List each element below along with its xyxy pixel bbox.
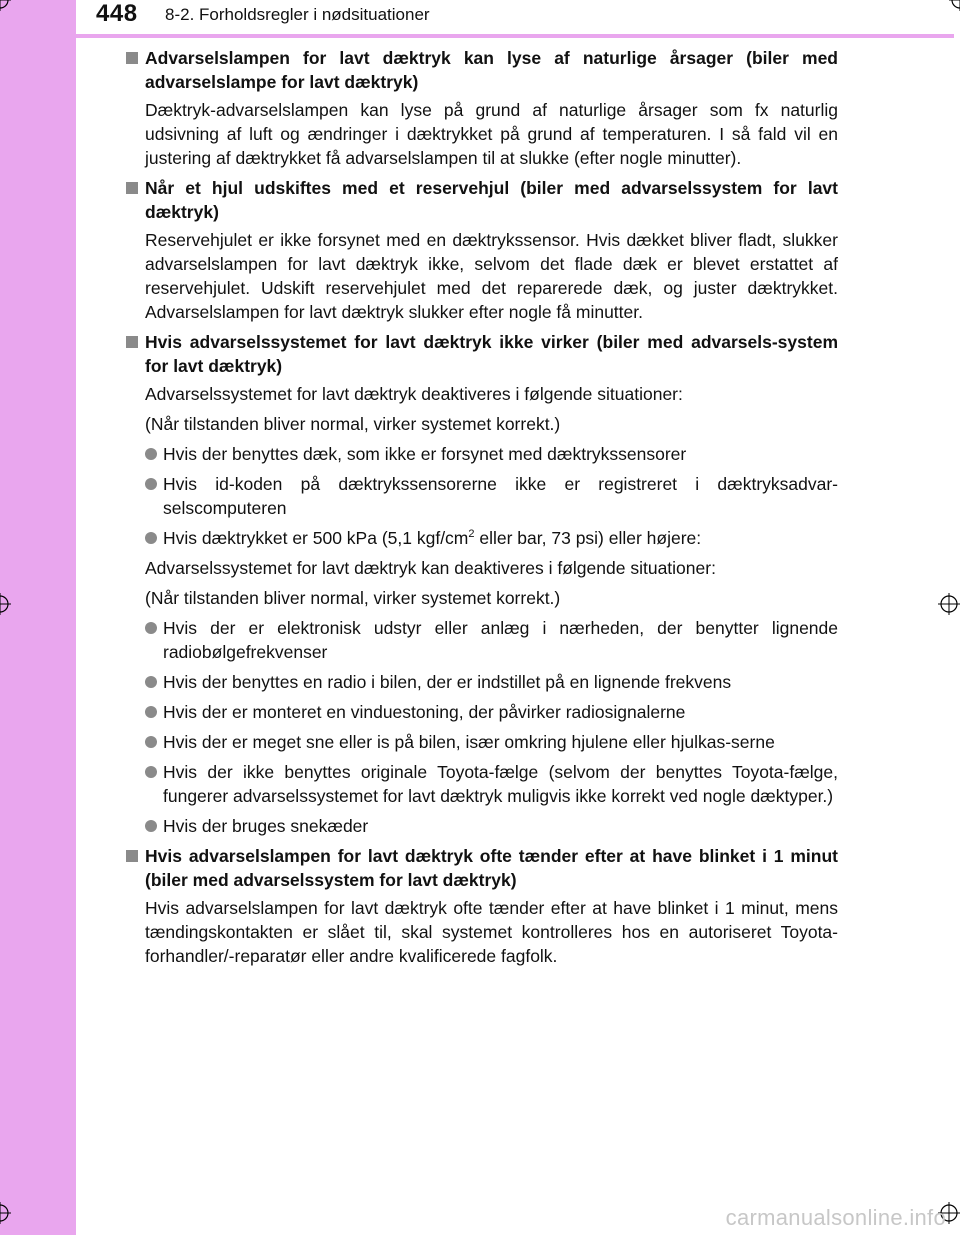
page-content xyxy=(126,46,838,974)
round-bullet-icon xyxy=(145,622,157,634)
section-spare-wheel xyxy=(126,176,838,324)
round-bullet-icon xyxy=(145,736,157,748)
square-bullet-icon xyxy=(126,336,138,348)
crop-mark-icon xyxy=(0,0,11,11)
section-heading: Når et hjul udskiftes med et reservehjul (biler med advarselssystem for lavt dæktryk) xyxy=(126,176,838,224)
section-natural-causes xyxy=(126,46,838,170)
list-item: Hvis dæktrykket er 500 kPa (5,1 kgf/$cm^2$ eller bar, 73 psi) eller højere: xyxy=(126,526,838,550)
crop-mark-icon xyxy=(0,593,11,615)
round-bullet-icon xyxy=(145,448,157,460)
list-item: Hvis der ikke benyttes originale Toyota-fælge (selvom der benyttes Toyota-fælge, fungerer advarselssystemet for lavt dæktryk muligvis ikke korrekt ved nogle dæktyper.) xyxy=(126,760,838,808)
list-item: Hvis der er meget sne eller is på bilen, især omkring hjulene eller hjulkas-serne xyxy=(126,730,838,754)
page-number: 448 xyxy=(96,0,138,27)
round-bullet-icon xyxy=(145,676,157,688)
section-heading: Advarselslampen for lavt dæktryk kan lyse af naturlige årsager (biler med advarselslampe for lavt dæktryk) xyxy=(126,46,838,94)
list-item: Hvis der bruges snekæder xyxy=(126,814,838,838)
paragraph: (Når tilstanden bliver normal, virker systemet korrekt.) xyxy=(145,588,561,608)
round-bullet-icon xyxy=(145,766,157,778)
section-heading: Hvis advarselslampen for lavt dæktryk ofte tænder efter at have blinket i 1 minut (biler med advarselssystem for lavt dæktryk) xyxy=(126,844,838,892)
list-item: Hvis der er elektronisk udstyr eller anlæg i nærheden, der benytter lignende radiobølgefrekvenser xyxy=(126,616,838,664)
section-title: 8-2. Forholdsregler i nødsituationer xyxy=(165,5,430,24)
crop-mark-icon xyxy=(949,0,960,11)
list-item: Hvis der benyttes en radio i bilen, der er indstillet på en lignende frekvens xyxy=(126,670,838,694)
square-bullet-icon xyxy=(126,52,138,64)
list-item: Hvis id-koden på dæktrykssensorerne ikke er registreret i dæktryksadvar-selscomputeren xyxy=(126,472,838,520)
list-item: Hvis der er monteret en vinduestoning, der påvirker radiosignalerne xyxy=(126,700,838,724)
crop-mark-icon xyxy=(938,593,960,615)
paragraph: Reservehjulet er ikke forsynet med en dæktrykssensor. Hvis dækket bliver fladt, slukker advarselslampen for lavt dæktryk ikke, selvom det flade dæk er blevet erstattet af reservehjulet. Udskift reservehjulet med det reparerede dæk, og juster dæktrykket. Advarselslampen for lavt dæktryk slukker efter nogle få minutter. xyxy=(145,230,838,322)
square-bullet-icon xyxy=(126,850,138,862)
square-bullet-icon xyxy=(126,182,138,194)
round-bullet-icon xyxy=(145,706,157,718)
watermark: carmanualsonline.info xyxy=(725,1205,946,1230)
section-system-not-working xyxy=(126,330,838,838)
round-bullet-icon xyxy=(145,820,157,832)
crop-mark-icon xyxy=(0,1202,11,1224)
paragraph: Dæktryk-advarselslampen kan lyse på grund af naturlige årsager som fx naturlig udsivning af luft og ændringer i dæktrykket på grund af temperaturen. I så fald vil en justering af dæktrykket få advarselslampen til at slukke (efter nogle minutter). xyxy=(145,100,838,168)
list-item: Hvis der benyttes dæk, som ikke er forsynet med dæktrykssensorer xyxy=(126,442,838,466)
paragraph: (Når tilstanden bliver normal, virker systemet korrekt.) xyxy=(145,414,561,434)
paragraph: Hvis advarselslampen for lavt dæktryk ofte tænder efter at have blinket i 1 minut, mens tændingskontakten er slået til, skal systemet kontrolleres hos en autoriseret Toyota-forhandler/-reparatør eller andre kvalificerede fagfolk. xyxy=(145,898,838,966)
round-bullet-icon xyxy=(145,532,157,544)
round-bullet-icon xyxy=(145,478,157,490)
sidebar-tab xyxy=(0,0,76,1235)
section-frequent-blinking xyxy=(126,844,838,968)
section-heading: Hvis advarselssystemet for lavt dæktryk ikke virker (biler med advarsels-system for lavt dæktryk) xyxy=(126,330,838,378)
paragraph: Advarselssystemet for lavt dæktryk deaktiveres i følgende situationer: xyxy=(145,384,683,404)
header-rule xyxy=(6,34,954,38)
paragraph: Advarselssystemet for lavt dæktryk kan deaktiveres i følgende situationer: xyxy=(145,558,716,578)
